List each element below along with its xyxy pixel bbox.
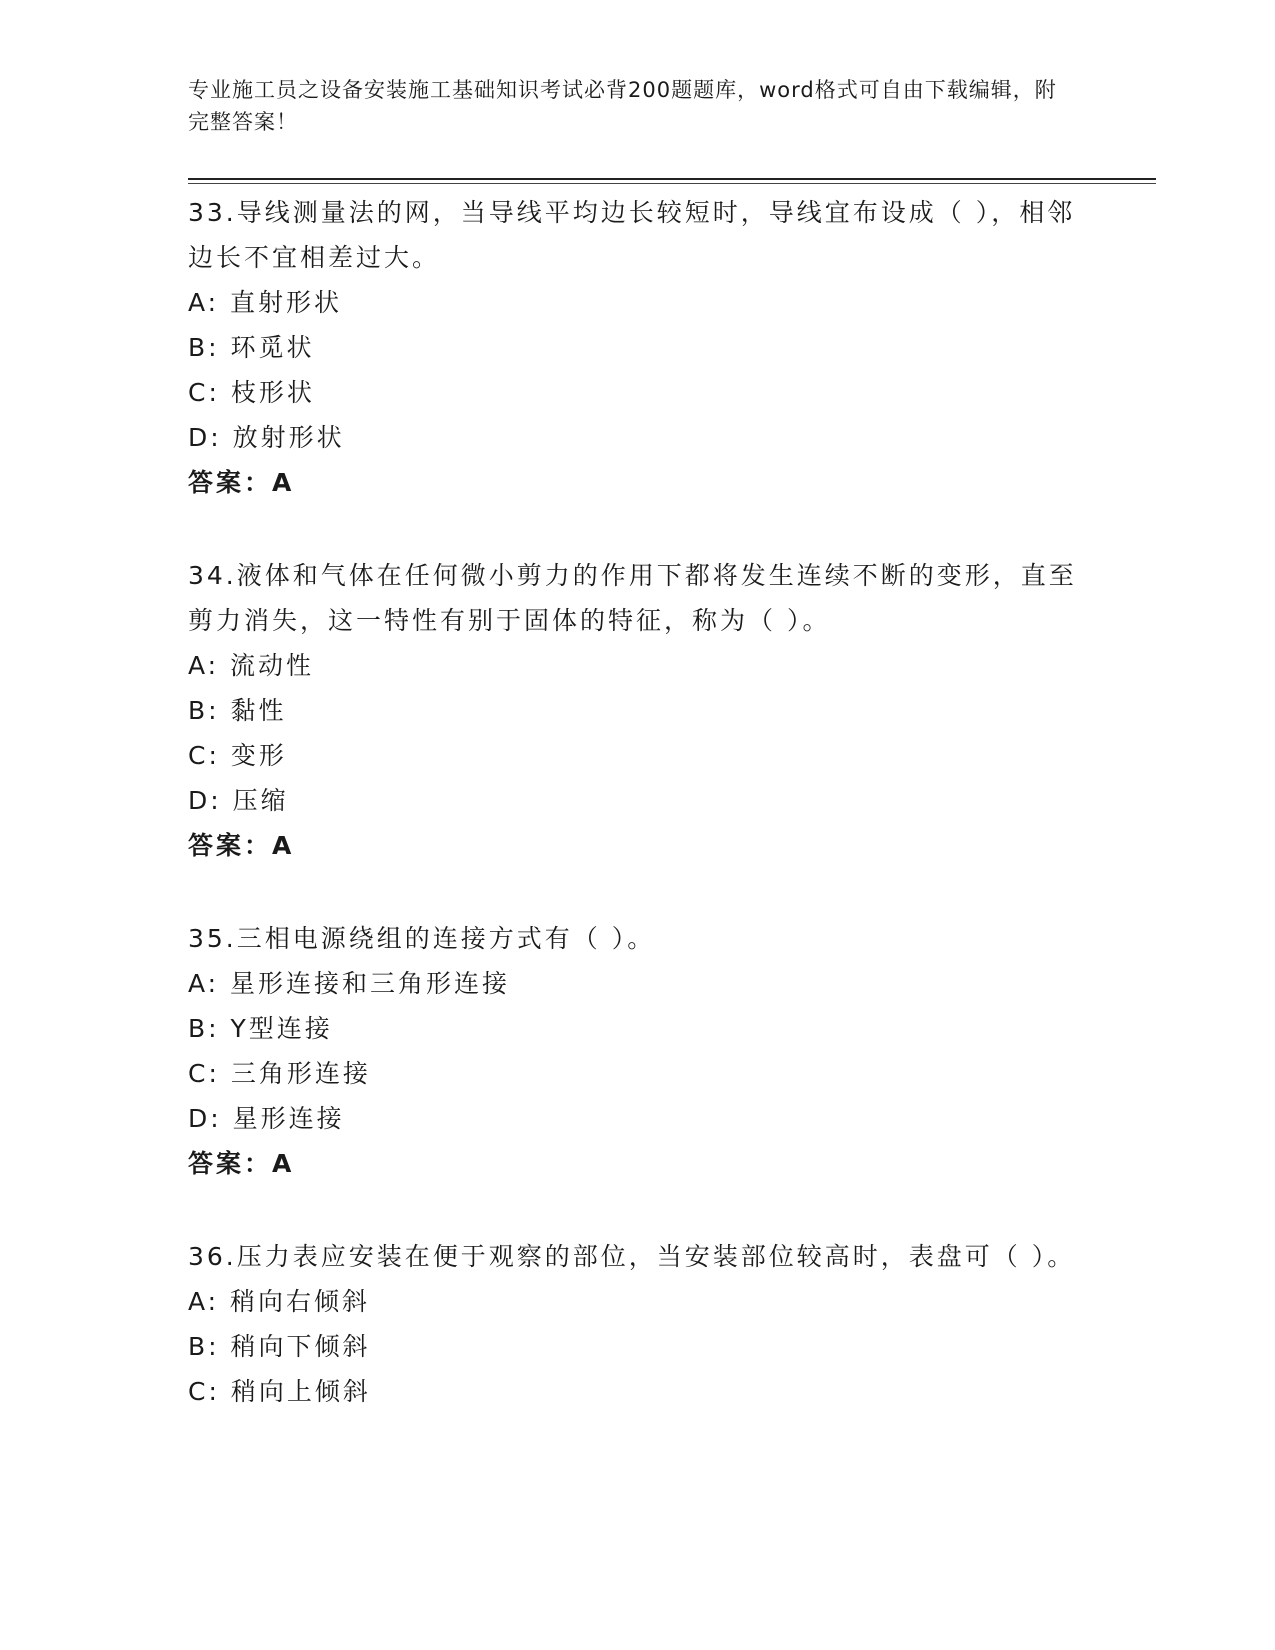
option-c: C: 三角形连接	[188, 1059, 371, 1088]
question-list	[188, 190, 1088, 1462]
option-c: C: 变形	[188, 741, 287, 770]
option-d: D: 放射形状	[188, 423, 345, 452]
option-b: B: 黏性	[188, 696, 287, 725]
option-a: A: 稍向右倾斜	[188, 1287, 371, 1316]
option-b: B: Y型连接	[188, 1014, 333, 1043]
option-d: D: 压缩	[188, 786, 289, 815]
option-c: C: 枝形状	[188, 378, 315, 407]
question-stem: 34.液体和气体在任何微小剪力的作用下都将发生连续不断的变形，直至剪力消失，这一特性有别于固体的特征，称为（ ）。	[188, 561, 1077, 635]
answer: 答案：A	[188, 831, 295, 860]
answer: 答案：A	[188, 468, 295, 497]
question-36	[188, 1234, 1088, 1414]
question-33	[188, 190, 1088, 505]
question-stem: 36.压力表应安装在便于观察的部位，当安装部位较高时，表盘可（ ）。	[188, 1242, 1076, 1271]
question-stem: 33.导线测量法的网，当导线平均边长较短时，导线宜布设成（ ），相邻边长不宜相差过大。	[188, 198, 1076, 272]
option-a: A: 直射形状	[188, 288, 343, 317]
option-c: C: 稍向上倾斜	[188, 1377, 371, 1406]
option-b: B: 环觅状	[188, 333, 315, 362]
option-a: A: 星形连接和三角形连接	[188, 969, 511, 998]
answer: 答案：A	[188, 1149, 295, 1178]
document-header: 专业施工员之设备安装施工基础知识考试必背200题题库，word格式可自由下载编辑，附完整答案！	[188, 78, 1057, 134]
option-b: B: 稍向下倾斜	[188, 1332, 371, 1361]
option-a: A: 流动性	[188, 651, 315, 680]
question-35	[188, 916, 1088, 1186]
question-stem: 35.三相电源绕组的连接方式有（ ）。	[188, 924, 656, 953]
header-divider-thin	[188, 183, 1156, 184]
question-34	[188, 553, 1088, 868]
option-d: D: 星形连接	[188, 1104, 345, 1133]
header-divider-thick	[188, 178, 1156, 180]
